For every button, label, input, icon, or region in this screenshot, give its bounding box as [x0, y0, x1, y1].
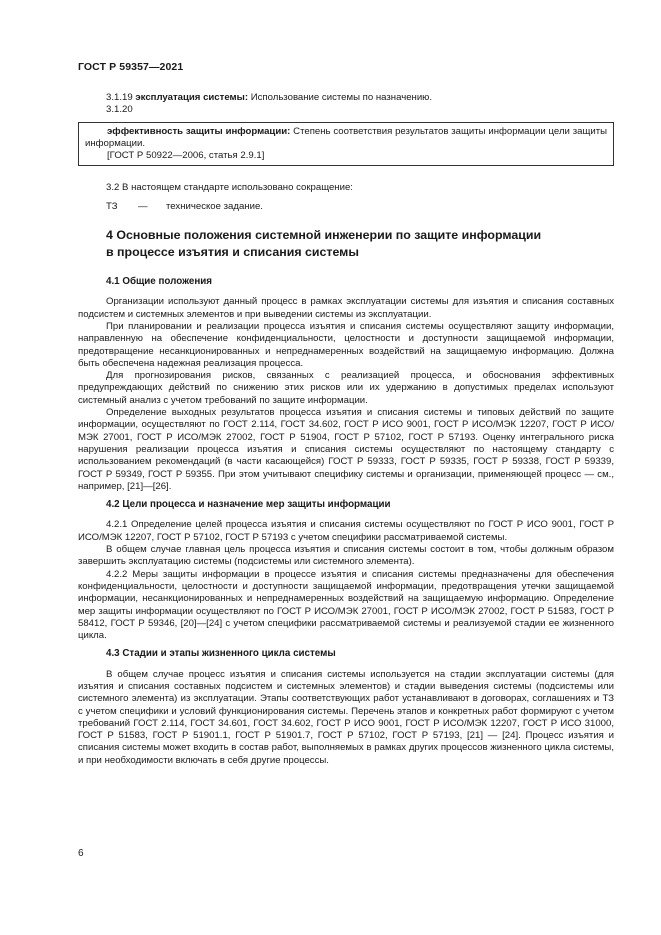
section-4-3-title: 4.3 Стадии и этапы жизненного цикла системы: [106, 648, 336, 660]
paragraph: В общем случае процесс изъятия и списания системы используется на стадии эксплуатации системы (для изъятия и списания составных подсистем и системных элементов) и стадии выведения системы (подсистемы или системного элемента) из эксплуатации. Этапы соответствующих работ устанавливают в договорах, соглашениях и ТЗ с учетом специфики и условий функционирования системы. Перечень этапов и конкретных работ формируют с учетом требований ГОСТ 2.114, ГОСТ 34.601, ГОСТ 34.602, ГОСТ Р ИСО 9001, ГОСТ Р ИСО/МЭК 12207, ГОСТ Р ИСО 31000, ГОСТ Р 51583, ГОСТ Р 51901.1, ГОСТ Р 51901.7, ГОСТ Р 57102, ГОСТ Р 57193, [21] — [24]. Процесс изъятия и списания системы может входить в состав работ, выполняемых в рамках других процессов жизненного цикла системы, и при необходимости включать в себя другие процессы.: [78, 668, 614, 766]
section-4-title: 4 Основные положения системной инженерии по защите информации в процессе изъятия и списания системы: [106, 228, 542, 259]
definition-3-1-20: [85, 126, 607, 151]
abbreviations-intro: 3.2 В настоящем стандарте использовано сокращение:: [106, 182, 353, 194]
paragraph: Для прогнозирования рисков, связанных с реализацией процесса, и обоснования эффективных предупреждающих действий по снижению этих рисков или их удержанию в допустимых пределах используют системный анализ с учетом требований по защите информации.: [78, 370, 614, 406]
section-4-2-title: 4.2 Цели процесса и назначение мер защиты информации: [106, 499, 391, 511]
paragraph: В общем случае главная цель процесса изъятия и списания системы состоит в том, чтобы должным образом завершить эксплуатацию системы (подсистемы или системного элемента).: [78, 544, 614, 568]
paragraph: Организации используют данный процесс в рамках эксплуатации системы для изъятия и списания составных подсистем и системных элементов и при выведении системы из эксплуатации.: [78, 296, 614, 320]
definition-3-1-19: [78, 92, 614, 104]
page-number: 6: [78, 848, 84, 859]
paragraph: Определение выходных результатов процесса изъятия и списания системы и типовых действий по защите информации, осуществляют по ГОСТ 2.114, ГОСТ 34.602, ГОСТ Р ИСО 9001, ГОСТ Р ИСО/МЭК 12207, ГОСТ Р ИСО/МЭК 27001, ГОСТ Р ИСО/МЭК 27002, ГОСТ Р 51904, ГОСТ Р 57102, ГОСТ Р 57193. Оценку интегрального риска нарушения реализации процесса изъятия и списания системы осуществляют по настоящему стандарту с использованием рекомендаций (в части касающейся) ГОСТ Р 59333, ГОСТ Р 59335, ГОСТ Р 59338, ГОСТ Р 59339, ГОСТ Р 59349, ГОСТ Р 59355. При этом учитывают специфику системы и организации, применяющей процесс — см., например, [21]—[26].: [78, 407, 614, 492]
definition-text: Использование системы по назначению.: [250, 92, 433, 103]
section-4-1-title: 4.1 Общие положения: [106, 276, 213, 288]
definition-number: 3.1.19: [106, 92, 133, 103]
definition-term: эффективность защиты информации:: [107, 125, 291, 137]
page-content: [78, 92, 614, 767]
paragraph: 4.2.1 Определение целей процесса изъятия и списания системы осуществляют по ГОСТ Р ИСО 9001, ГОСТ Р ИСО/МЭК 12207, ГОСТ Р 57102, ГОСТ Р 57193 с учетом специфики рассматриваемой системы.: [78, 519, 614, 543]
definition-text: Степень соответствия результатов защиты информации цели защиты информации.: [85, 125, 608, 149]
abbreviation-meaning: техническое задание.: [166, 200, 263, 212]
abbreviation-row: [78, 201, 614, 213]
abbreviation-dash: —: [138, 200, 148, 212]
definition-reference: [ГОСТ Р 50922—2006, статья 2.9.1]: [107, 150, 265, 162]
abbreviation-term: ТЗ: [106, 200, 118, 212]
definition-box: [78, 122, 614, 167]
paragraph: 4.2.2 Меры защиты информации в процессе изъятия и списания системы предназначены для обеспечения конфиденциальности, целостности и доступности защищаемой информации, предотвращения утечки защищаемой информации, несанкционированных и непреднамеренных воздействий на защищаемую информацию. Определение мер защиты информации осуществляют по ГОСТ Р ИСО/МЭК 27001, ГОСТ Р ИСО/МЭК 27002, ГОСТ Р 51583, ГОСТ Р 58412, ГОСТ Р 59346, [20]—[24] с учетом специфики рассматриваемой системы и реализуемой стадии ее жизненного цикла.: [78, 568, 614, 642]
paragraph: При планировании и реализации процесса изъятия и списания системы осуществляют защиту информации, направленную на обеспечение конфиденциальности, целостности и доступности защищаемой информации, предотвращение несанкционированных и непреднамеренных воздействий на защищаемую информацию. Должна быть обеспечена надежная реализация процесса.: [78, 320, 614, 369]
definition-term: эксплуатация системы:: [135, 92, 249, 103]
standard-header: ГОСТ Р 59357—2021: [78, 61, 184, 73]
definition-3-1-20-number: 3.1.20: [106, 104, 133, 116]
